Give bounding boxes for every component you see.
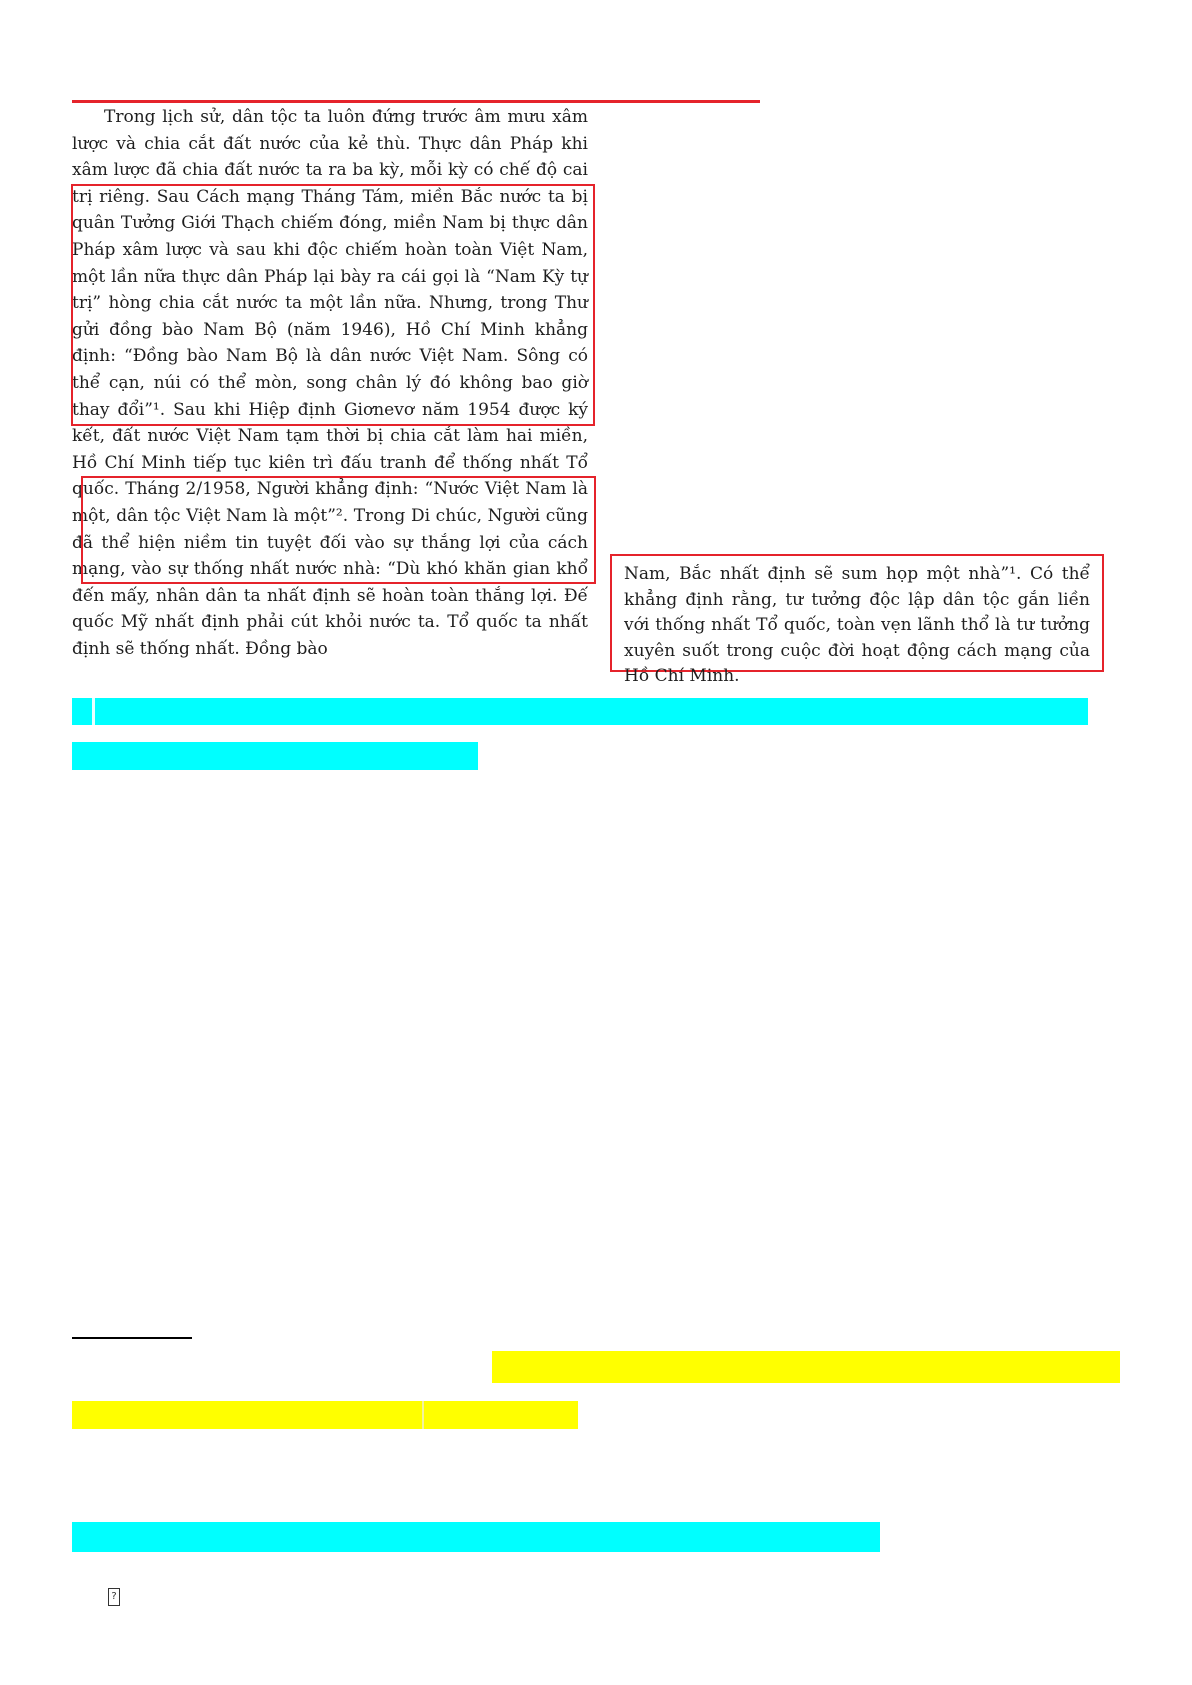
cyan-highlight-line-3 (72, 1522, 880, 1552)
cyan-highlight-line-2 (72, 742, 478, 770)
left-column-text (72, 104, 588, 662)
right-column-boxed-text (610, 554, 1104, 686)
yellow-highlight-seam (422, 1401, 424, 1429)
red-underline-rule (72, 100, 760, 103)
left-paragraph: Trong lịch sử, dân tộc ta luôn đứng trước âm mưu xâm lược và chia cắt đất nước của kẻ thù. Thực dân Pháp khi xâm lược đã chia đất nước ta ra ba kỳ, mỗi kỳ có chế độ cai trị riêng. Sau Cách mạng Tháng Tám, miền Bắc nước ta bị quân Tưởng Giới Thạch chiếm đóng, miền Nam bị thực dân Pháp xâm lược và sau khi độc chiếm hoàn toàn Việt Nam, một lần nữa thực dân Pháp lại bày ra cái gọi là “Nam Kỳ tự trị” hòng chia cắt nước ta một lần nữa. Nhưng, trong Thư gửi đồng bào Nam Bộ (năm 1946), Hồ Chí Minh khẳng định: “Đồng bào Nam Bộ là dân nước Việt Nam. Sông có thể cạn, núi có thể mòn, song chân lý đó không bao giờ thay đổi”¹. Sau khi Hiệp định Giơnevơ năm 1954 được ký kết, đất nước Việt Nam tạm thời bị chia cắt làm hai miền, Hồ Chí Minh tiếp tục kiên trì đấu tranh để thống nhất Tổ quốc. Tháng 2/1958, Người khẳng định: “Nước Việt Nam là một, dân tộc Việt Nam là một”². Trong Di chúc, Người cũng đã thể hiện niềm tin tuyệt đối vào sự thắng lợi của cách mạng, vào sự thống nhất nước nhà: “Dù khó khăn gian khổ đến mấy, nhân dân ta nhất định sẽ hoàn toàn thắng lợi. Đế quốc Mỹ nhất định phải cút khỏi nước ta. Tổ quốc ta nhất định sẽ thống nhất. Đồng bào (72, 107, 588, 659)
cyan-highlight-seam (92, 698, 95, 725)
yellow-highlight-line-1 (492, 1351, 1120, 1383)
yellow-highlight-line-2 (72, 1401, 578, 1429)
right-paragraph: Nam, Bắc nhất định sẽ sum họp một nhà”¹. Có thể khẳng định rằng, tư tưởng độc lập dân tộc gắn liền với thống nhất Tổ quốc, toàn vẹn lãnh thổ là tư tưởng xuyên suốt trong cuộc đời hoạt động cách mạng của Hồ Chí Minh. (624, 564, 1090, 686)
scanned-book-excerpt (72, 104, 1104, 686)
cyan-highlight-line-1 (72, 698, 1088, 725)
footnote-separator (72, 1337, 192, 1339)
missing-glyph-icon: ? (108, 1588, 120, 1606)
